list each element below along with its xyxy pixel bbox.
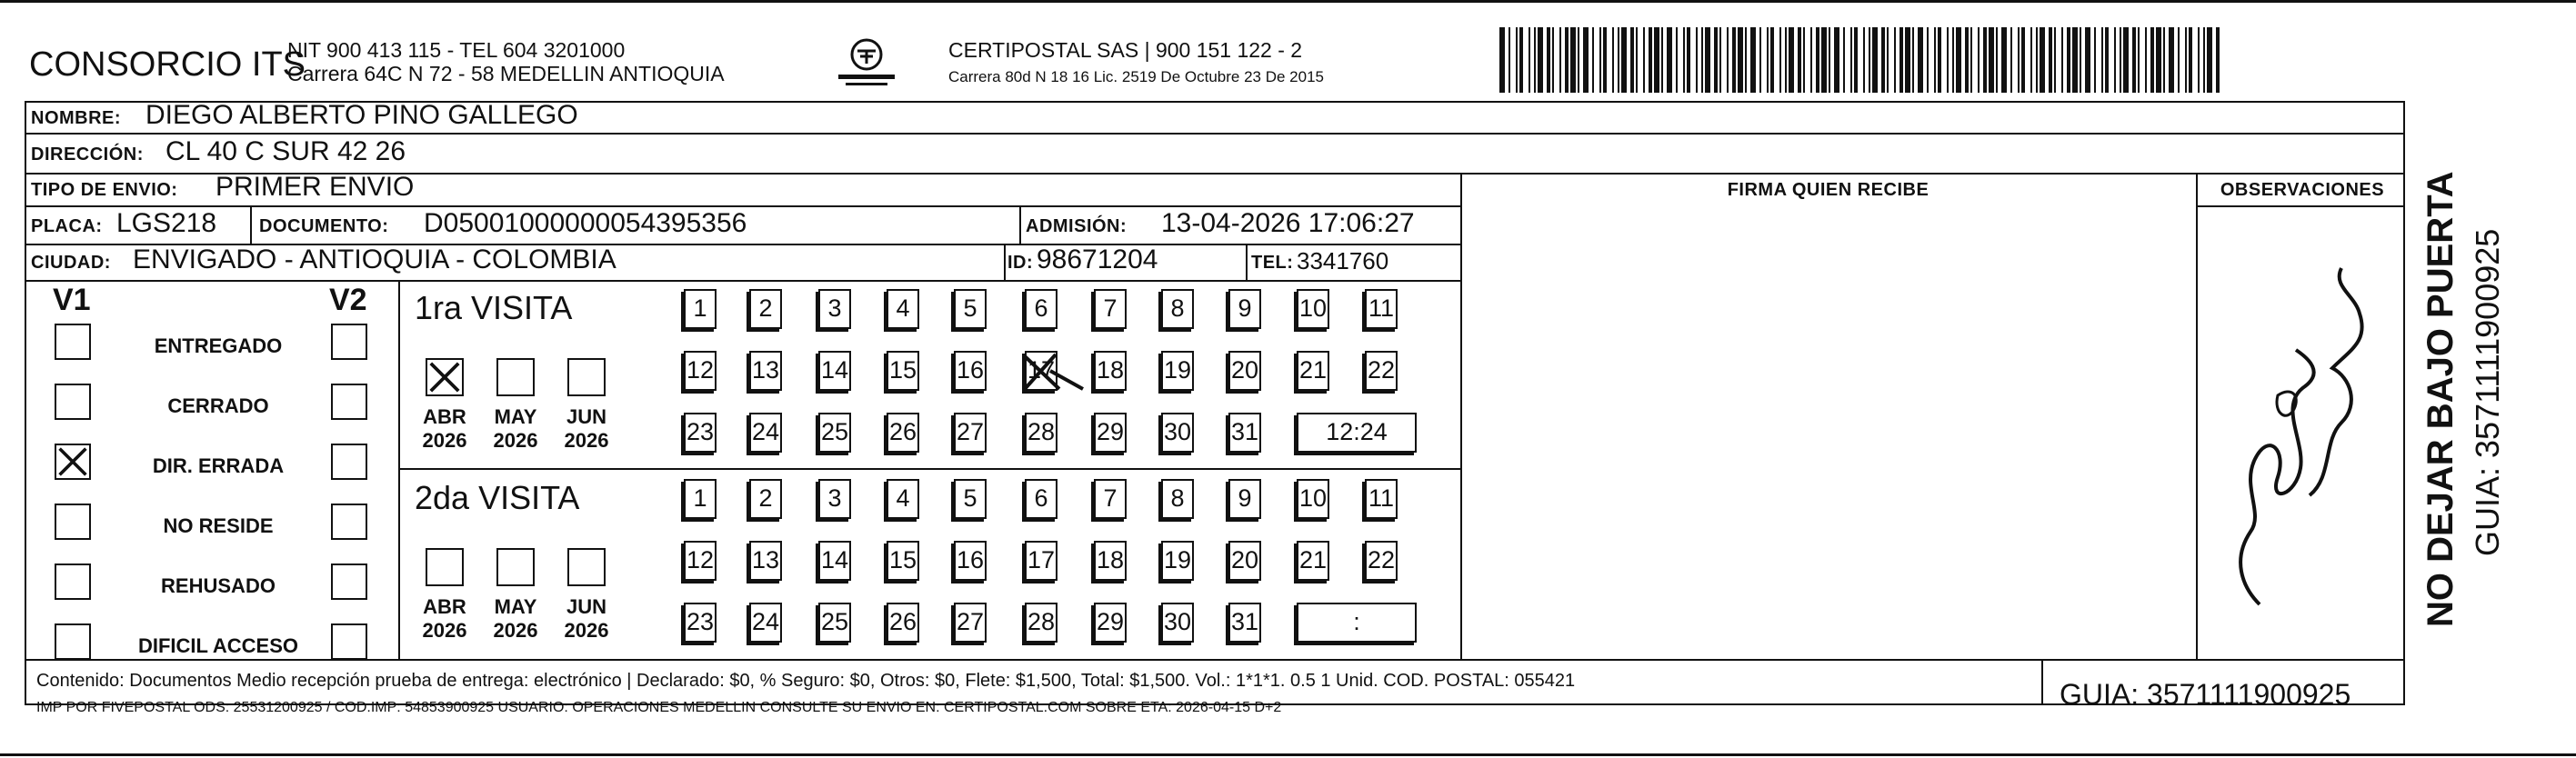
visit2-day-box[interactable]: 17 xyxy=(1025,541,1057,581)
tel-label: TEL: xyxy=(1251,253,1294,273)
visit2-month-label: JUN xyxy=(566,595,606,618)
visit2-day-box[interactable]: 15 xyxy=(887,541,919,581)
handwritten-signature xyxy=(2223,259,2387,623)
ciudad-value: ENVIGADO - ANTIOQUIA - COLOMBIA xyxy=(133,244,616,274)
status-option-label: NO RESIDE xyxy=(163,514,274,537)
visit2-day-box[interactable]: 13 xyxy=(749,541,782,581)
visit2-day-box[interactable]: 27 xyxy=(954,603,987,643)
visit1-day-box[interactable]: 19 xyxy=(1161,351,1194,391)
v2-checkbox[interactable] xyxy=(331,564,367,600)
visit2-day-box[interactable]: 23 xyxy=(684,603,717,643)
tipo-envio-value: PRIMER ENVIO xyxy=(216,172,415,202)
visit1-day-box[interactable]: 23 xyxy=(684,413,717,453)
side-guia: GUIA: 3571111900925 xyxy=(2469,228,2506,556)
status-option-label: CERRADO xyxy=(167,394,269,417)
footer-contenido: Contenido: Documentos Medio recepción prueba de entrega: electrónico | Declarado: $0, % Seguro: $0, Otros: $0, Flete: $1,500, Total: $1,500. Vol.: 1*1*1. 0.5 1 Unid. COD. POSTAL: 055421 xyxy=(36,671,1576,691)
visit1-month-checkbox[interactable] xyxy=(567,358,606,396)
visit2-year-label: 2026 xyxy=(422,619,467,642)
visit2-day-box[interactable]: 12 xyxy=(684,541,717,581)
visit2-day-box[interactable]: 10 xyxy=(1297,479,1329,519)
id-label: ID: xyxy=(1007,253,1034,273)
visit1-day-box[interactable]: 11 xyxy=(1365,289,1398,329)
v1-checkbox[interactable] xyxy=(55,564,91,600)
footer-guia: GUIA: 3571111900925 xyxy=(2060,678,2351,711)
admision-value: 13-04-2026 17:06:27 xyxy=(1161,208,1415,238)
visit2-title: 2da VISITA xyxy=(415,479,580,516)
visit1-day-box[interactable]: 9 xyxy=(1228,289,1261,329)
visit2-day-box[interactable]: 9 xyxy=(1228,479,1261,519)
visit1-day-box[interactable]: 12 xyxy=(684,351,717,391)
visit2-day-box[interactable]: 18 xyxy=(1094,541,1127,581)
footer-imp: IMP POR FIVEPOSTAL ODS: 25531200925 / COD.IMP: 54853900925 USUARIO: OPERACIONES MEDELLIN CONSULTE SU ENVIO EN: CERTIPOSTAL.COM SOBRE ETA: 2026-04-15 D+2 xyxy=(36,700,1282,715)
carrier-address: Carrera 80d N 18 16 Lic. 2519 De Octubre 23 De 2015 xyxy=(948,68,1324,85)
visit2-day-box[interactable]: 29 xyxy=(1094,603,1127,643)
visit1-month-label: ABR xyxy=(423,405,466,428)
status-option-label: REHUSADO xyxy=(161,574,276,597)
visit1-day-box[interactable]: 27 xyxy=(954,413,987,453)
visit2-day-box[interactable]: 25 xyxy=(818,603,851,643)
placa-label: PLACA: xyxy=(31,216,103,236)
visit2-year-label: 2026 xyxy=(493,619,538,642)
visit1-day-box[interactable]: 7 xyxy=(1094,289,1127,329)
carrier-name: CERTIPOSTAL SAS | 900 151 122 - 2 xyxy=(948,38,1303,62)
visit2-month-checkbox[interactable] xyxy=(567,548,606,586)
visit2-month-checkbox[interactable] xyxy=(496,548,535,586)
visit1-day-box[interactable]: 22 xyxy=(1365,351,1398,391)
direccion-value: CL 40 C SUR 42 26 xyxy=(165,136,406,166)
visit2-day-box[interactable]: 22 xyxy=(1365,541,1398,581)
visit1-time-box[interactable]: 12:24 xyxy=(1297,413,1417,453)
visit2-month-label: MAY xyxy=(494,595,537,618)
visit1-day-box[interactable]: 31 xyxy=(1228,413,1261,453)
visit2-day-box[interactable]: 16 xyxy=(954,541,987,581)
v2-heading: V2 xyxy=(329,283,367,317)
visit1-day-box[interactable]: 17 xyxy=(1025,351,1057,391)
visit2-day-box[interactable]: 30 xyxy=(1161,603,1194,643)
visit2-day-box[interactable]: 5 xyxy=(954,479,987,519)
company-name: CONSORCIO ITS xyxy=(29,45,306,84)
v2-checkbox[interactable] xyxy=(331,324,367,360)
company-nit: NIT 900 413 115 - TEL 604 3201000 xyxy=(287,38,626,62)
visit1-day-box[interactable]: 4 xyxy=(887,289,919,329)
tipo-envio-label: TIPO DE ENVIO: xyxy=(31,180,178,200)
visit1-day-box[interactable]: 16 xyxy=(954,351,987,391)
visit1-day-box[interactable]: 20 xyxy=(1228,351,1261,391)
visit2-day-box[interactable]: 14 xyxy=(818,541,851,581)
v1-checkbox[interactable] xyxy=(55,324,91,360)
id-value: 98671204 xyxy=(1037,244,1158,274)
bottom-rule xyxy=(0,753,2576,756)
visit1-day-box[interactable]: 18 xyxy=(1094,351,1127,391)
visit1-day-box[interactable]: 25 xyxy=(818,413,851,453)
certipostal-logo xyxy=(835,36,898,89)
visit1-month-checkbox[interactable] xyxy=(496,358,535,396)
visit2-day-box[interactable]: 20 xyxy=(1228,541,1261,581)
visit2-day-box[interactable]: 3 xyxy=(818,479,851,519)
visit1-day-box[interactable]: 29 xyxy=(1094,413,1127,453)
v1-checkbox[interactable] xyxy=(55,504,91,540)
visit1-year-label: 2026 xyxy=(493,429,538,452)
visit1-day-box[interactable]: 15 xyxy=(887,351,919,391)
visit2-day-box[interactable]: 6 xyxy=(1025,479,1057,519)
status-option-label: ENTREGADO xyxy=(154,334,283,357)
visit1-day-box[interactable]: 6 xyxy=(1025,289,1057,329)
visit2-day-box[interactable]: 31 xyxy=(1228,603,1261,643)
visit1-day-box[interactable]: 10 xyxy=(1297,289,1329,329)
company-address: Carrera 64C N 72 - 58 MEDELLIN ANTIOQUIA xyxy=(287,62,725,85)
v2-checkbox[interactable] xyxy=(331,504,367,540)
nombre-label: NOMBRE: xyxy=(31,108,122,128)
visit1-month-checkbox[interactable] xyxy=(426,358,464,396)
visit1-day-box[interactable]: 13 xyxy=(749,351,782,391)
admision-label: ADMISIÓN: xyxy=(1026,216,1128,236)
visit1-day-box[interactable]: 28 xyxy=(1025,413,1057,453)
top-rule xyxy=(0,0,2576,3)
v1-checkbox[interactable] xyxy=(55,623,91,660)
visit2-day-box[interactable]: 24 xyxy=(749,603,782,643)
visit2-day-box[interactable]: 21 xyxy=(1297,541,1329,581)
visit2-day-box[interactable]: 2 xyxy=(749,479,782,519)
v1-checkbox[interactable] xyxy=(55,444,91,480)
tel-value: 3341760 xyxy=(1297,247,1389,274)
visit1-day-box[interactable]: 1 xyxy=(684,289,717,329)
visit2-day-box[interactable]: 19 xyxy=(1161,541,1194,581)
visit1-day-box[interactable]: 30 xyxy=(1161,413,1194,453)
status-option-label: DIR. ERRADA xyxy=(152,454,285,477)
observaciones-label: OBSERVACIONES xyxy=(2220,180,2385,200)
visit1-month-label: JUN xyxy=(566,405,606,428)
no-dejar-bajo-puerta: NO DEJAR BAJO PUERTA xyxy=(2421,171,2461,627)
visit2-day-box[interactable]: 4 xyxy=(887,479,919,519)
ciudad-label: CIUDAD: xyxy=(31,253,111,273)
visit2-month-label: ABR xyxy=(423,595,466,618)
visit2-day-box[interactable]: 1 xyxy=(684,479,717,519)
visit1-year-label: 2026 xyxy=(564,429,609,452)
visit1-day-box[interactable]: 14 xyxy=(818,351,851,391)
visit2-day-box[interactable]: 8 xyxy=(1161,479,1194,519)
v2-checkbox[interactable] xyxy=(331,623,367,660)
visit1-day-box[interactable]: 21 xyxy=(1297,351,1329,391)
visit2-year-label: 2026 xyxy=(564,619,609,642)
placa-value: LGS218 xyxy=(116,208,217,238)
visit1-month-label: MAY xyxy=(494,405,537,428)
v2-checkbox[interactable] xyxy=(331,384,367,420)
visit2-day-box[interactable]: 11 xyxy=(1365,479,1398,519)
visit1-day-box[interactable]: 26 xyxy=(887,413,919,453)
visit1-day-box[interactable]: 3 xyxy=(818,289,851,329)
visit2-day-box[interactable]: 26 xyxy=(887,603,919,643)
v2-checkbox[interactable] xyxy=(331,444,367,480)
visit1-year-label: 2026 xyxy=(422,429,467,452)
documento-label: DOCUMENTO: xyxy=(259,216,389,236)
firma-label: FIRMA QUIEN RECIBE xyxy=(1727,180,1929,200)
visit2-month-checkbox[interactable] xyxy=(426,548,464,586)
visit2-day-box[interactable]: 28 xyxy=(1025,603,1057,643)
direccion-label: DIRECCIÓN: xyxy=(31,145,144,165)
visit2-time-box[interactable]: : xyxy=(1297,603,1417,643)
visit1-day-box[interactable]: 24 xyxy=(749,413,782,453)
v1-heading: V1 xyxy=(53,283,91,317)
visit1-day-box[interactable]: 5 xyxy=(954,289,987,329)
status-option-label: DIFICIL ACCESO xyxy=(137,634,298,657)
visit1-day-box[interactable]: 8 xyxy=(1161,289,1194,329)
v1-checkbox[interactable] xyxy=(55,384,91,420)
barcode xyxy=(1499,27,2227,93)
visit1-title: 1ra VISITA xyxy=(415,289,573,326)
visit2-day-box[interactable]: 7 xyxy=(1094,479,1127,519)
nombre-value: DIEGO ALBERTO PINO GALLEGO xyxy=(145,100,578,130)
documento-value: D05001000000054395356 xyxy=(424,208,747,238)
visit1-day-box[interactable]: 2 xyxy=(749,289,782,329)
